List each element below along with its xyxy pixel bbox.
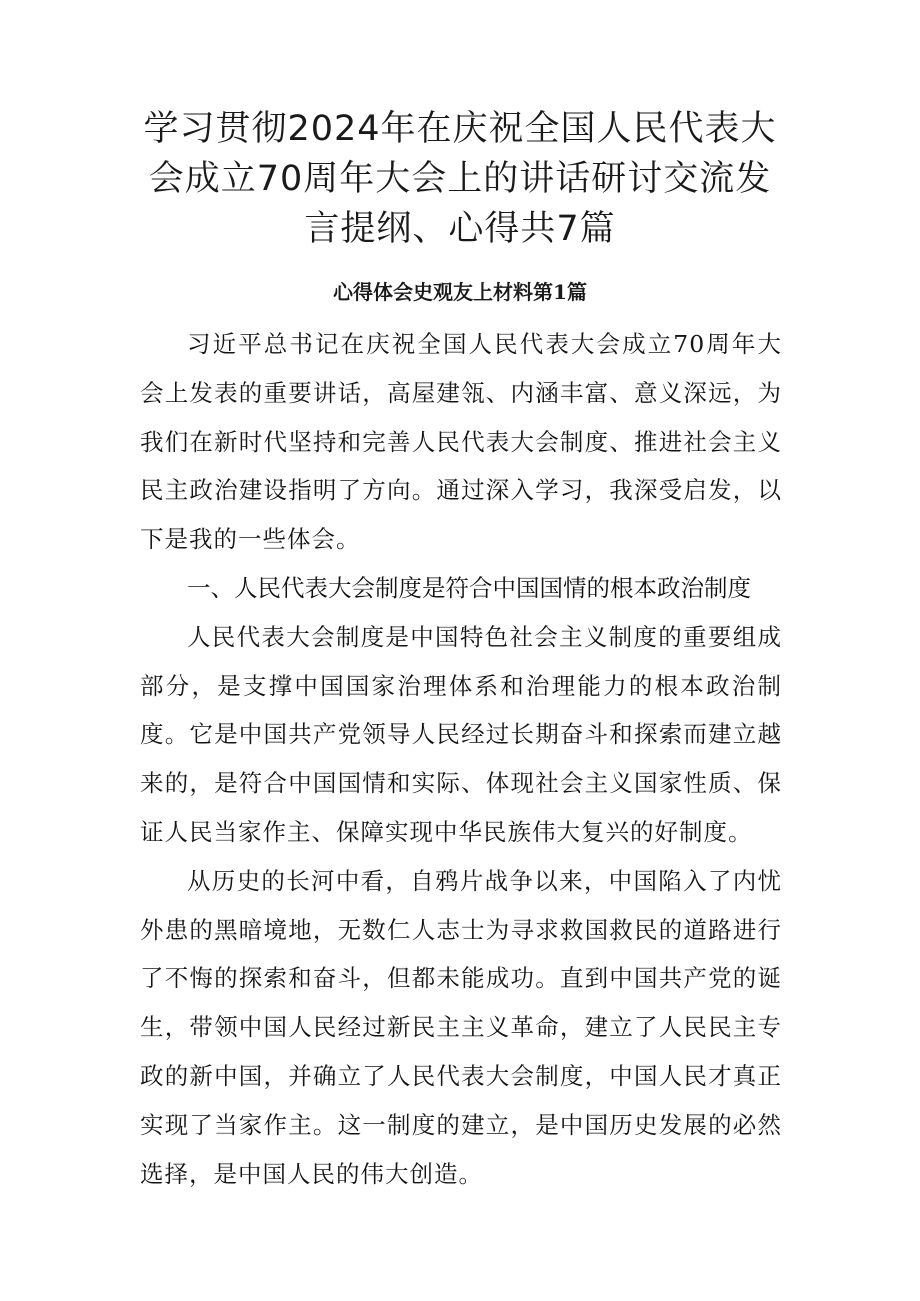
intro-paragraph: 习近平总书记在庆祝全国人民代表大会成立70周年大会上发表的重要讲话，高屋建瓴、内涵丰富、意义深远，为我们在新时代坚持和完善人民代表大会制度、推进社会主义民主政治建设指明了方向。通过深入学习，我深受启发，以下是我的一些体会。 <box>140 330 782 554</box>
section-heading: 一、人民代表大会制度是符合中国国情的根本政治制度 <box>187 573 751 602</box>
document-body <box>140 320 782 1198</box>
document-subtitle: 心得体会史观友上材料第1篇 <box>333 280 587 304</box>
section-paragraph: 从历史的长河中看，自鸦片战争以来，中国陷入了内忧外患的黑暗境地，无数仁人志士为寻求救国救民的道路进行了不悔的探索和奋斗，但都未能成功。直到中国共产党的诞生，带领中国人民经过新民主主义革命，建立了人民民主专政的新中国，并确立了人民代表大会制度，中国人民才真正实现了当家作主。这一制度的建立，是中国历史发展的必然选择，是中国人民的伟大创造。 <box>140 866 782 1188</box>
section-paragraph: 人民代表大会制度是中国特色社会主义制度的重要组成部分，是支撑中国国家治理体系和治理能力的根本政治制度。它是中国共产党领导人民经过长期奋斗和探索而建立越来的，是符合中国国情和实际、体现社会主义国家性质、保证人民当家作主、保障实现中华民族伟大复兴的好制度。 <box>140 622 782 846</box>
document-title: 学习贯彻2024年在庆祝全国人民代表大会成立70周年大会上的讲话研讨交流发言提纲、心得共7篇 <box>143 109 777 249</box>
